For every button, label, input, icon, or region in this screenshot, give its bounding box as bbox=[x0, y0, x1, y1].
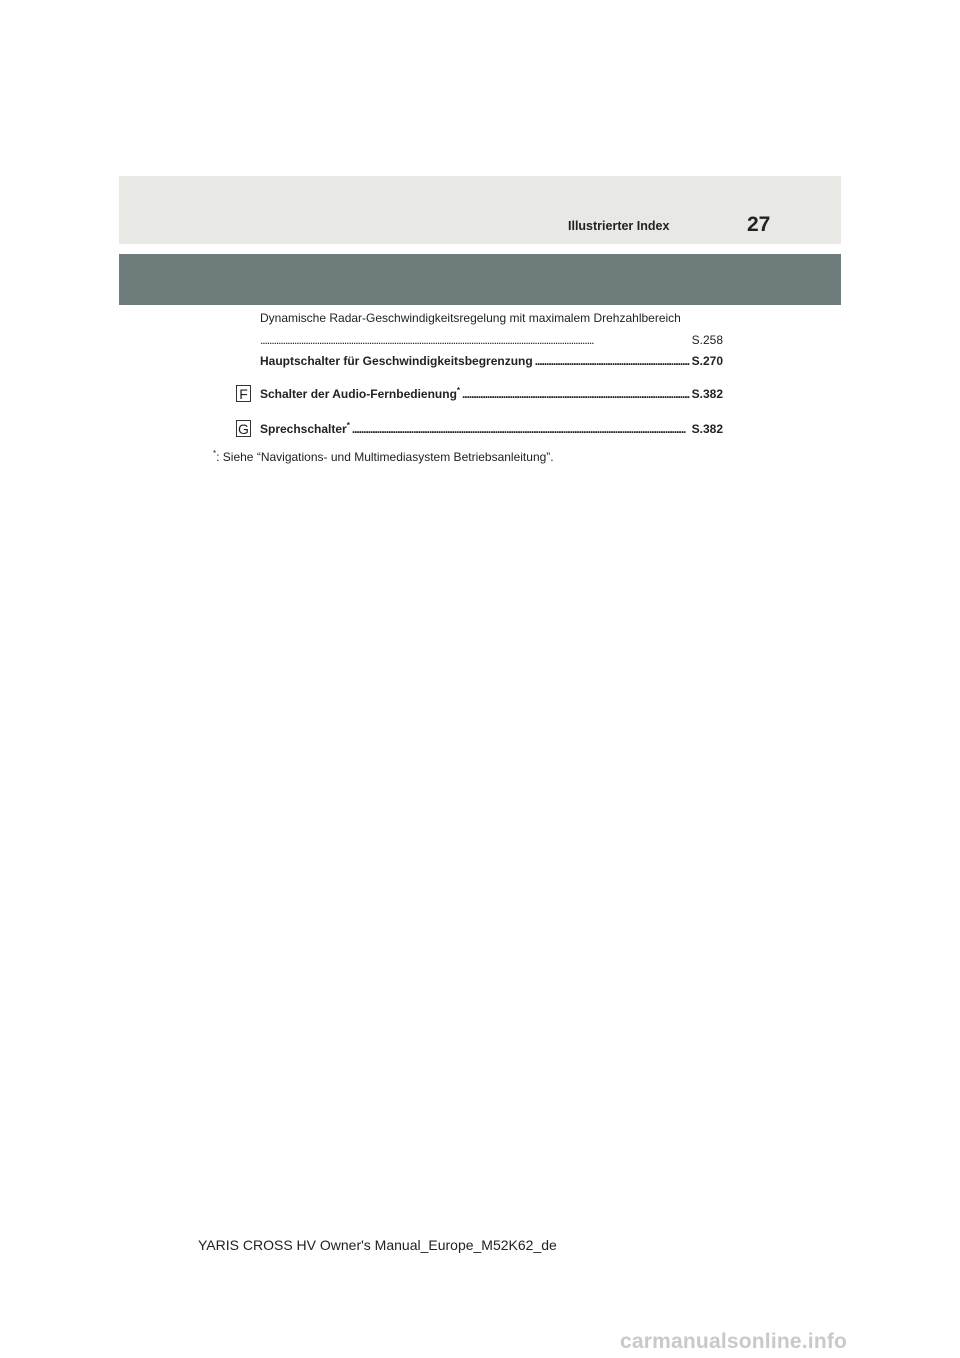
section-title: Illustrierter Index bbox=[568, 219, 670, 233]
footnote bbox=[213, 450, 554, 464]
index-entry-talk-switch bbox=[260, 422, 723, 437]
index-entry-radar-cruise bbox=[260, 311, 723, 348]
page-reference-link[interactable]: S.270 bbox=[691, 354, 723, 368]
watermark: carmanualsonline.info bbox=[620, 1330, 848, 1353]
index-entry-speed-limiter bbox=[260, 354, 723, 369]
entry-label: Dynamische Radar-Geschwindigkeitsregelung mit maximalem Drehzahlbereich bbox=[260, 311, 681, 325]
footnote-marker: * bbox=[346, 421, 350, 430]
page-number: 27 bbox=[747, 213, 771, 236]
callout-letter-f: F bbox=[236, 385, 251, 402]
page-reference-link[interactable]: S.258 bbox=[691, 333, 723, 347]
leader-dots bbox=[352, 422, 690, 437]
footnote-marker: * bbox=[213, 449, 217, 458]
footer-manual-id: YARIS CROSS HV Owner's Manual_Europe_M52K62_de bbox=[198, 1237, 557, 1253]
leader-dots bbox=[535, 354, 690, 369]
page-reference-link[interactable]: S.382 bbox=[691, 422, 723, 436]
entry-label: Schalter der Audio-Fernbedienung bbox=[260, 387, 457, 401]
footnote-marker: * bbox=[456, 386, 461, 395]
callout-letter-g: G bbox=[236, 420, 251, 437]
entry-label: Sprechschalter bbox=[260, 422, 347, 436]
footnote-text: : Siehe “Navigations- und Multimediasystem Betriebsanleitung”. bbox=[216, 450, 554, 464]
leader-dots bbox=[260, 333, 690, 348]
page-reference-link[interactable]: S.382 bbox=[691, 387, 723, 401]
header-band bbox=[119, 176, 841, 244]
entry-label: Hauptschalter für Geschwindigkeitsbegrenzung bbox=[260, 354, 533, 368]
leader-dots bbox=[462, 387, 690, 402]
index-entry-audio-remote bbox=[260, 387, 723, 402]
section-band bbox=[119, 254, 841, 305]
